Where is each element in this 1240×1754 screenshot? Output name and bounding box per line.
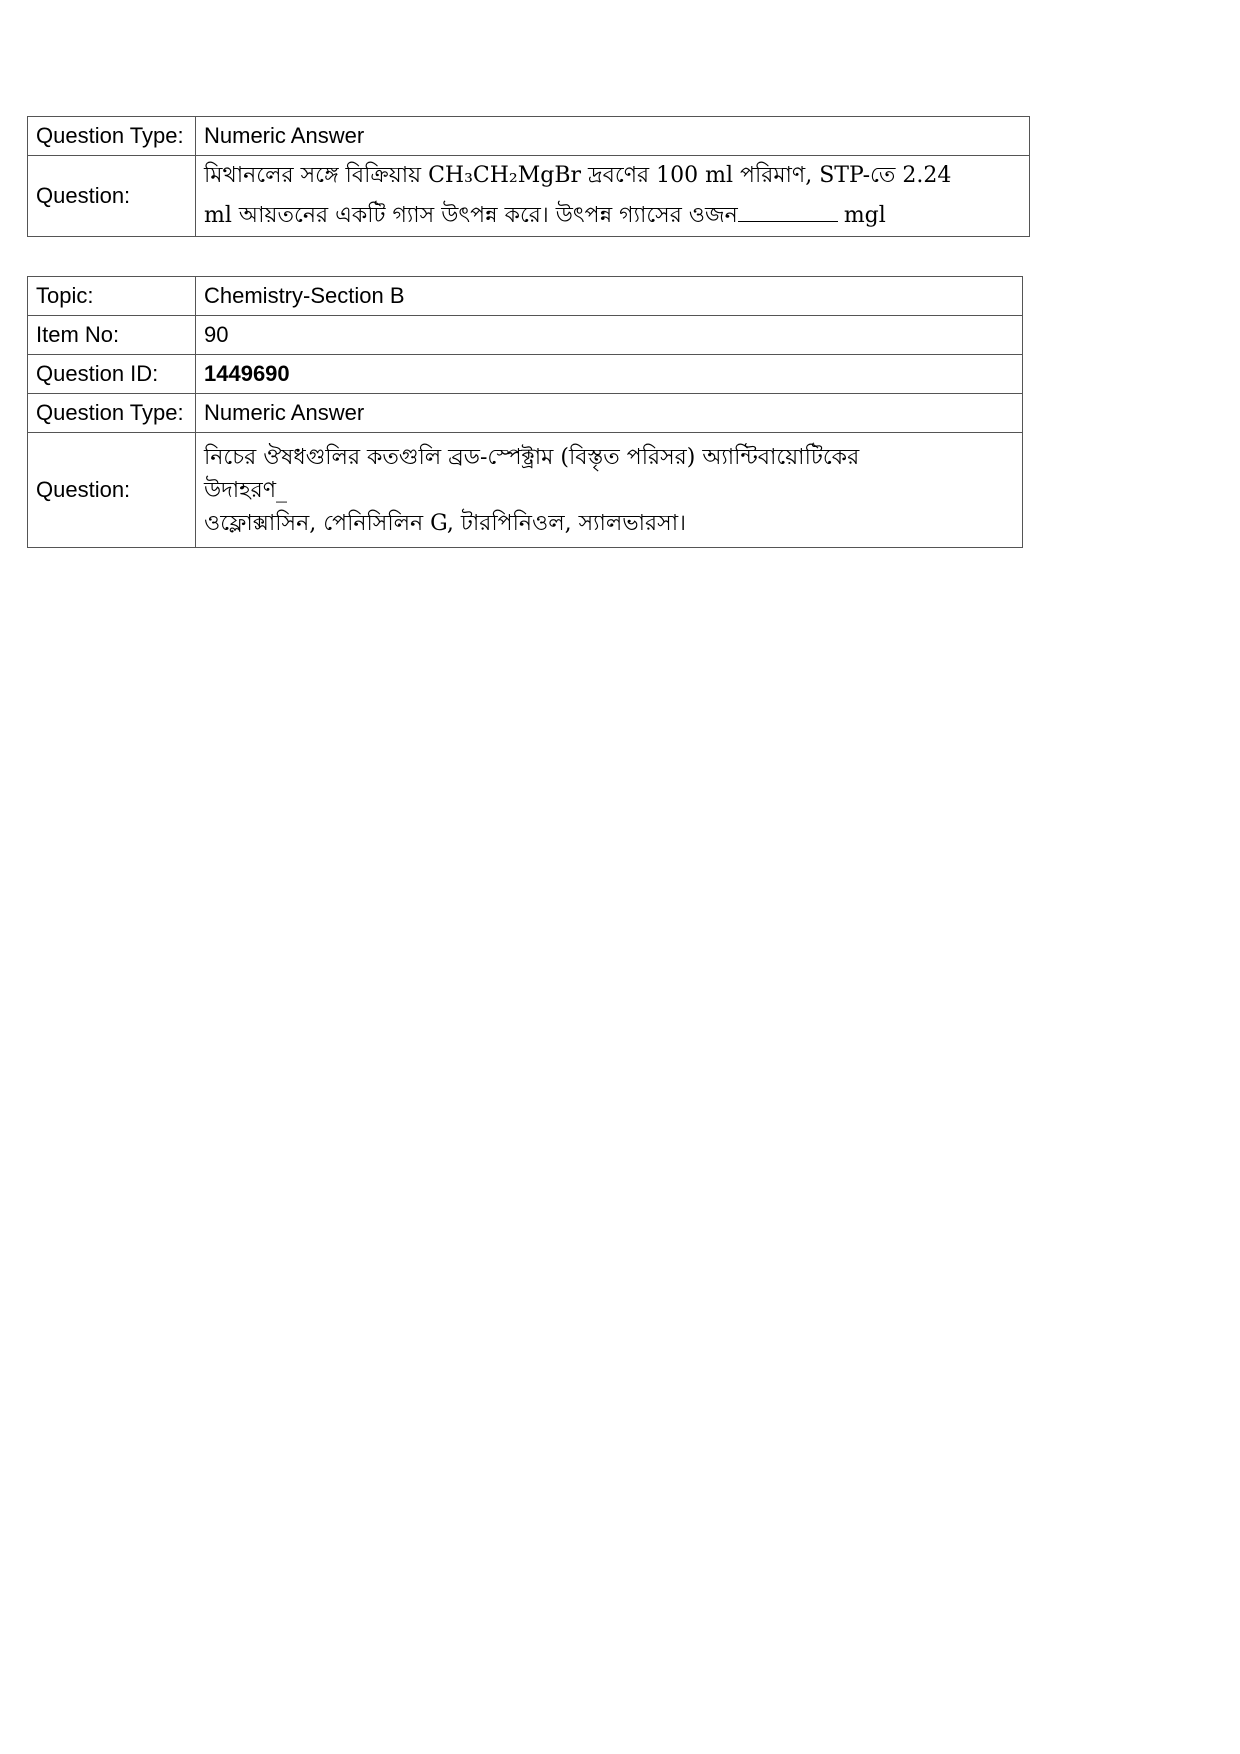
question-label: Question: — [28, 433, 196, 548]
question-id-value: 1449690 — [196, 355, 1023, 394]
item-no-label: Item No: — [28, 316, 196, 355]
question-type-value: Numeric Answer — [196, 394, 1023, 433]
table-row — [28, 316, 1023, 355]
table-row — [28, 277, 1023, 316]
table-row — [28, 156, 1030, 237]
question-id-label: Question ID: — [28, 355, 196, 394]
question-type-label: Question Type: — [28, 394, 196, 433]
question-line: ওফ্লোক্সাসিন, পেনিসিলিন G, টারপিনিওল, স্যালভারসা। — [204, 510, 686, 536]
table-row — [28, 117, 1030, 156]
question-table-2 — [27, 276, 1023, 548]
topic-value: Chemistry-Section B — [196, 277, 1023, 316]
question-text — [196, 156, 1030, 237]
table-row — [28, 394, 1023, 433]
table-row — [28, 355, 1023, 394]
question-line-after-blank: mgl — [843, 203, 886, 228]
answer-blank — [738, 201, 838, 222]
question-line — [204, 196, 1021, 236]
question-line-before-blank: ml আয়তনের একটি গ্যাস উৎপন্ন করে। উৎপন্ন গ্যাসের ওজন — [204, 203, 738, 228]
question-type-value: Numeric Answer — [196, 117, 1030, 156]
question-label: Question: — [28, 156, 196, 237]
question-line: উদাহরণ_ — [204, 477, 288, 503]
topic-label: Topic: — [28, 277, 196, 316]
table-row — [28, 433, 1023, 548]
item-no-value: 90 — [196, 316, 1023, 355]
question-type-label: Question Type: — [28, 117, 196, 156]
question-line: মিথানলের সঙ্গে বিক্রিয়ায় CH₃CH₂MgBr দ্রবণের 100 ml পরিমাণ, STP-তে 2.24 — [204, 163, 952, 188]
question-text — [196, 433, 1023, 548]
question-table-1 — [27, 116, 1030, 237]
question-line: নিচের ঔষধগুলির কতগুলি ব্রড-স্পেক্ট্রাম (বিস্তৃত পরিসর) অ্যান্টিবায়োটিকের — [204, 444, 860, 470]
